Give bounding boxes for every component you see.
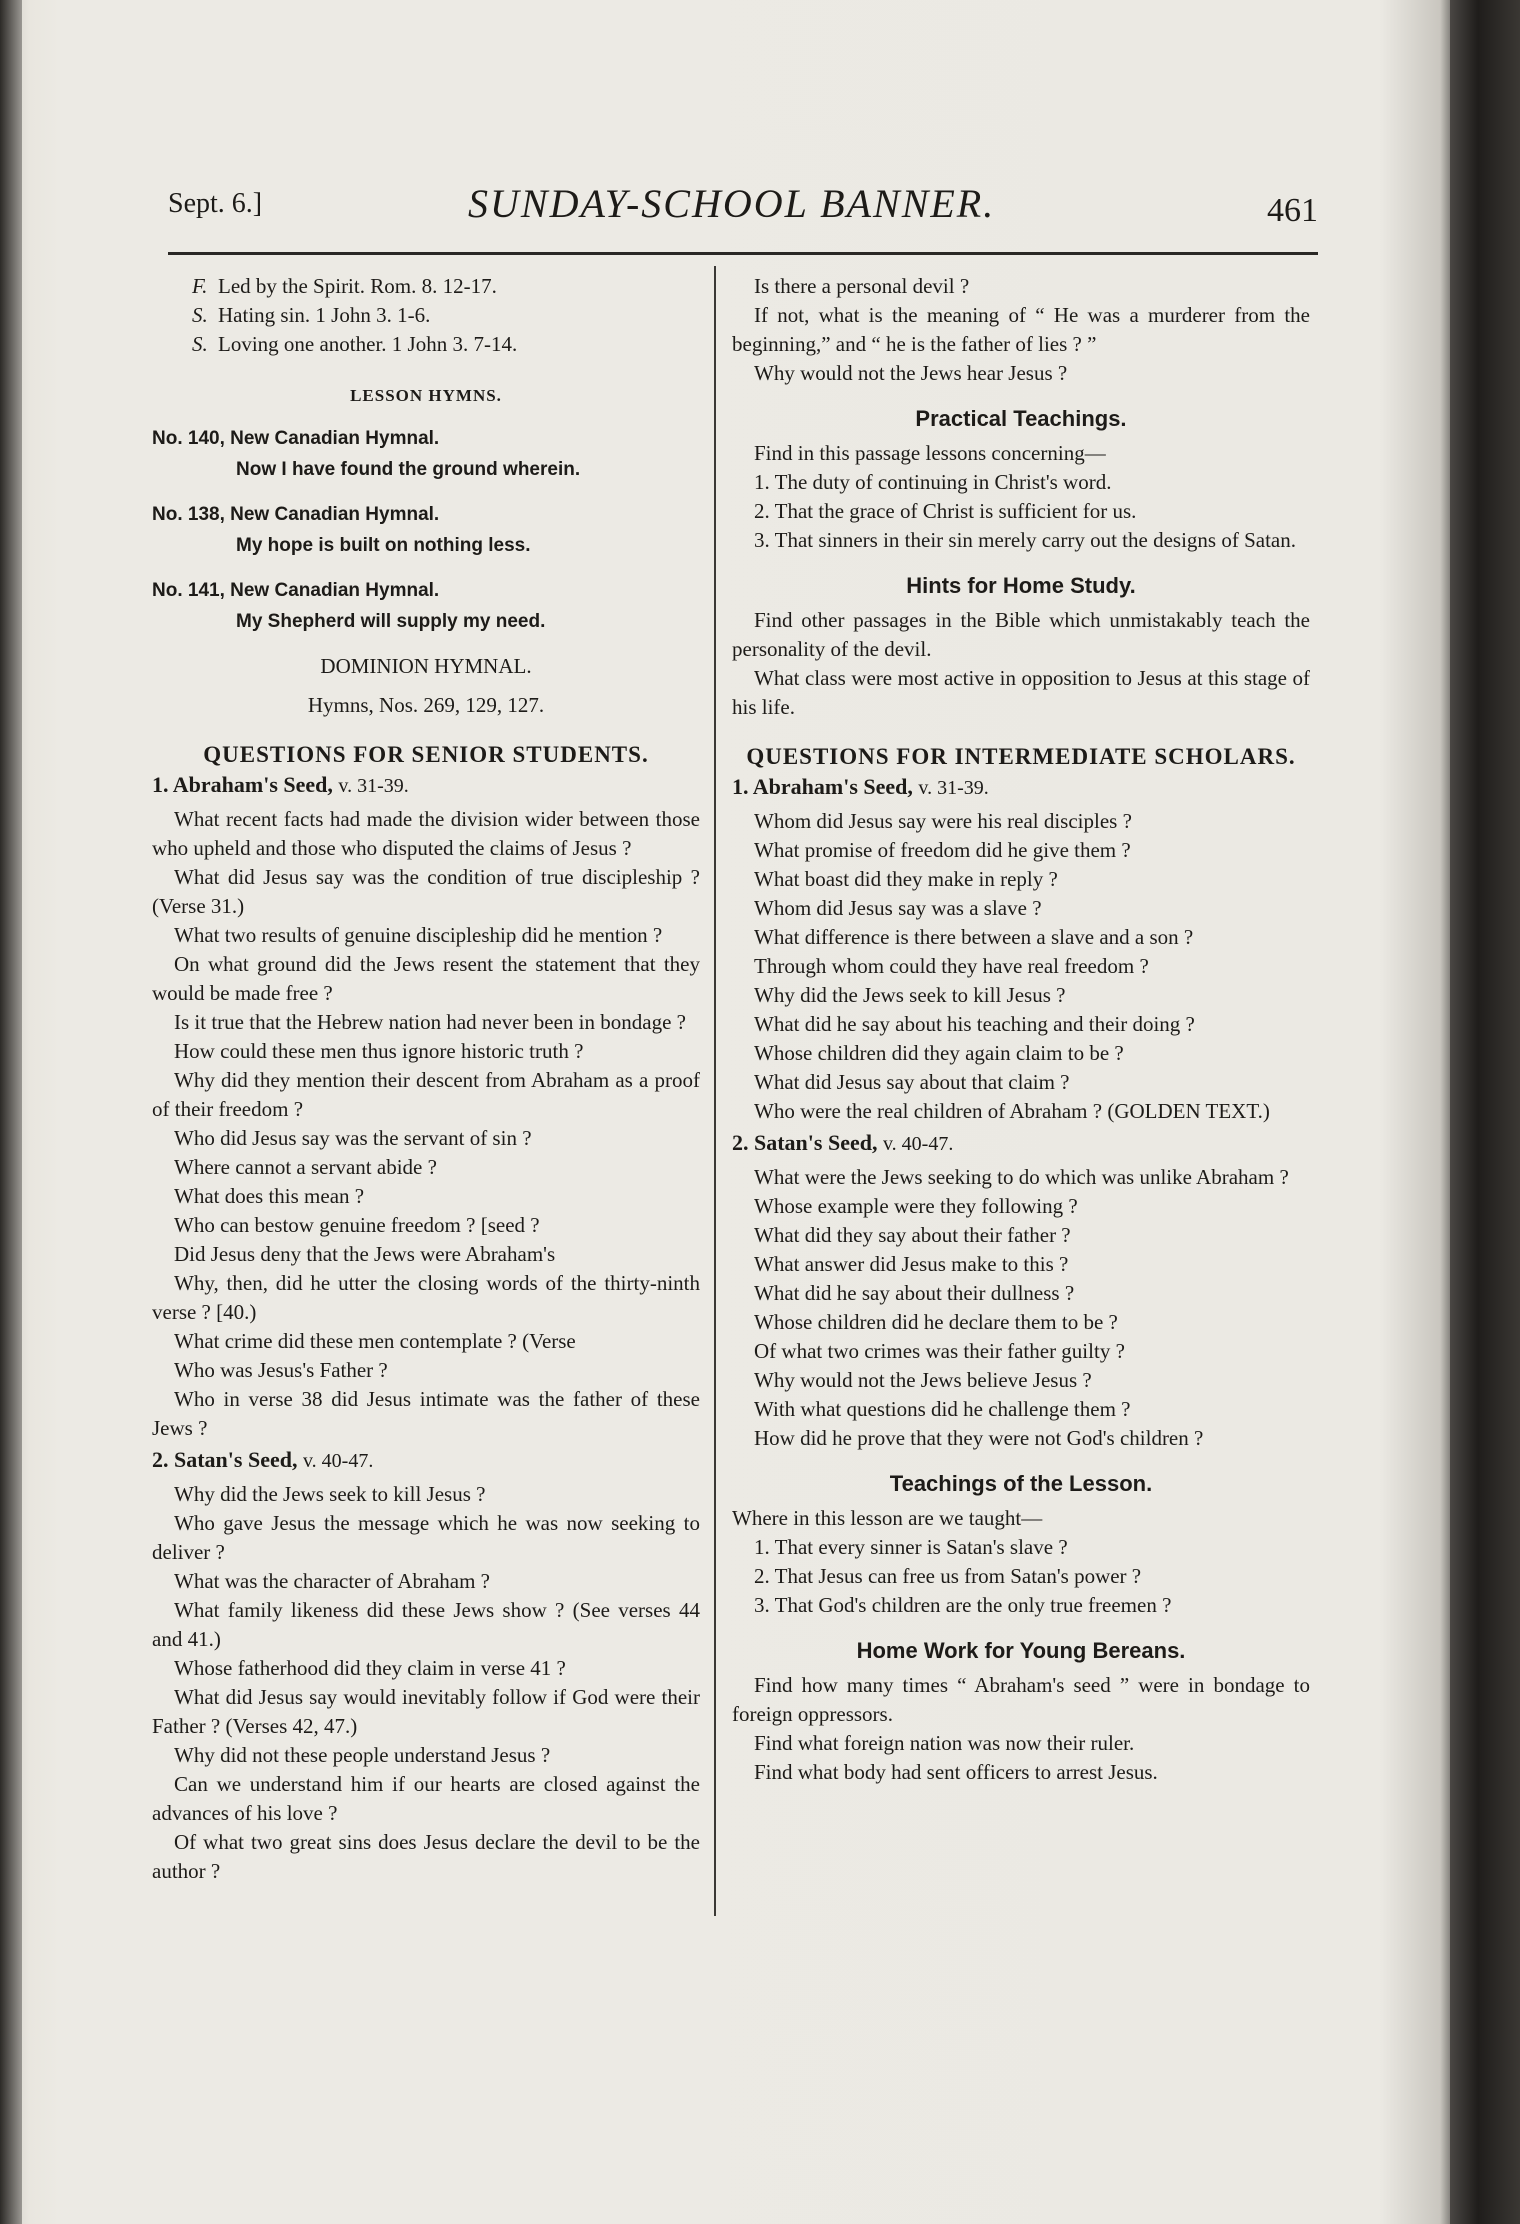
section-title: 2. Satan's Seed, v. 40-47. [732, 1130, 954, 1155]
list-item: Find what foreign nation was now their ruler. [754, 1731, 1135, 1755]
question: Why did not these people understand Jesus ? [174, 1743, 551, 1767]
homework-heading: Home Work for Young Bereans. [856, 1638, 1186, 1663]
question: Why would not the Jews believe Jesus ? [754, 1368, 1092, 1392]
question: Where cannot a servant abide ? [174, 1155, 437, 1179]
section-title: 1. Abraham's Seed, v. 31-39. [732, 774, 989, 799]
homework-list [732, 1671, 1310, 1787]
header-date: Sept. 6.] [168, 188, 263, 219]
question: Why did they mention their descent from Abraham as a proof of their freedom ? [152, 1068, 700, 1121]
question: Whom did Jesus say was a slave ? [754, 896, 1042, 920]
question: Who can bestow genuine freedom ? [seed ? [174, 1213, 540, 1237]
practical-list [732, 468, 1310, 555]
daily-reading: S. Hating sin. 1 John 3. 1-6. [192, 303, 431, 327]
question: Whom did Jesus say were his real disciples ? [754, 809, 1132, 833]
question: How could these men thus ignore historic truth ? [174, 1039, 584, 1063]
hymn-number: No. 138, New Canadian Hymnal. [152, 504, 440, 525]
list-item: 1. That every sinner is Satan's slave ? [754, 1535, 1068, 1559]
question: What did they say about their father ? [754, 1223, 1071, 1247]
question: Is there a personal devil ? [754, 274, 970, 298]
list-item: 2. That the grace of Christ is sufficient for us. [754, 499, 1137, 523]
question: What does this mean ? [174, 1184, 365, 1208]
question: Is it true that the Hebrew nation had never been in bondage ? [174, 1010, 686, 1034]
list-item: 2. That Jesus can free us from Satan's power ? [754, 1564, 1142, 1588]
question: Why did the Jews seek to kill Jesus ? [174, 1482, 486, 1506]
running-header [168, 176, 1318, 236]
question: Who was Jesus's Father ? [174, 1358, 388, 1382]
question: Who were the real children of Abraham ? (GOLDEN TEXT.) [754, 1099, 1270, 1123]
practical-intro: Find in this passage lessons concerning— [754, 441, 1106, 465]
question: What were the Jews seeking to do which was unlike Abraham ? [754, 1165, 1289, 1189]
question: What crime did these men contemplate ? (Verse [174, 1329, 576, 1353]
question: With what questions did he challenge them ? [754, 1397, 1131, 1421]
intermediate-questions-heading: QUESTIONS FOR INTERMEDIATE SCHOLARS. [746, 744, 1296, 769]
daily-reading: S. Loving one another. 1 John 3. 7-14. [192, 332, 518, 356]
list-item: Find how many times “ Abraham's seed ” were in bondage to foreign oppressors. [732, 1673, 1310, 1726]
question: Did Jesus deny that the Jews were Abraham's [174, 1242, 556, 1266]
list-item: What class were most active in opposition to Jesus at this stage of his life. [732, 666, 1310, 719]
column-divider [714, 266, 716, 1916]
dominion-hymns: Hymns, Nos. 269, 129, 127. [307, 693, 545, 717]
question: What did he say about their dullness ? [754, 1281, 1075, 1305]
question: What boast did they make in reply ? [754, 867, 1058, 891]
question: What answer did Jesus make to this ? [754, 1252, 1069, 1276]
question: Why would not the Jews hear Jesus ? [754, 361, 1068, 385]
question: Whose children did he declare them to be ? [754, 1310, 1118, 1334]
lesson-hymns-heading: LESSON HYMNS. [350, 386, 502, 405]
question-list [152, 1480, 700, 1886]
dominion-hymnal-heading: DOMINION HYMNAL. [320, 654, 532, 678]
left-column [152, 272, 700, 1886]
question: On what ground did the Jews resent the statement that they would be made free ? [152, 952, 700, 1005]
question: What promise of freedom did he give them ? [754, 838, 1131, 862]
list-item: Find what body had sent officers to arrest Jesus. [754, 1760, 1158, 1784]
question: Why did the Jews seek to kill Jesus ? [754, 983, 1066, 1007]
question: Whose fatherhood did they claim in verse 41 ? [174, 1656, 566, 1680]
question: Who gave Jesus the message which he was now seeking to deliver ? [152, 1511, 700, 1564]
teachings-heading: Teachings of the Lesson. [889, 1471, 1153, 1496]
question: What did he say about his teaching and their doing ? [754, 1012, 1195, 1036]
question: Why, then, did he utter the closing words of the thirty-ninth verse ? [40.) [152, 1271, 700, 1324]
daily-reading: F. Led by the Spirit. Rom. 8. 12-17. [192, 274, 497, 298]
hymn-title: My hope is built on nothing less. [236, 535, 531, 556]
question: Whose children did they again claim to be ? [754, 1041, 1124, 1065]
question: Through whom could they have real freedom ? [754, 954, 1149, 978]
question-list [732, 1163, 1310, 1453]
list-item: 3. That God's children are the only true freemen ? [754, 1593, 1172, 1617]
question: What recent facts had made the division wider between those who upheld and those who disputed the claims of Jesus ? [152, 807, 700, 860]
page-number: 461 [1267, 192, 1318, 229]
list-item: Find other passages in the Bible which unmistakably teach the personality of the devil. [732, 608, 1310, 661]
daily-readings [152, 272, 700, 359]
question: Of what two crimes was their father guilty ? [754, 1339, 1125, 1363]
question: What did Jesus say would inevitably follow if God were their Father ? (Verses 42, 47.) [152, 1685, 700, 1738]
hymn-title: Now I have found the ground wherein. [236, 459, 581, 480]
senior-questions-heading: QUESTIONS FOR SENIOR STUDENTS. [203, 742, 649, 767]
hymn-title: My Shepherd will supply my need. [236, 611, 546, 632]
practical-teachings-heading: Practical Teachings. [915, 406, 1127, 431]
question-list [152, 805, 700, 1443]
question-list [732, 272, 1310, 388]
hints-heading: Hints for Home Study. [906, 573, 1136, 598]
section-title: 1. Abraham's Seed, v. 31-39. [152, 772, 409, 797]
magazine-page [148, 160, 1320, 2110]
question-list [732, 807, 1310, 1126]
left-page-edge [0, 0, 22, 2224]
question: Of what two great sins does Jesus declare the devil to be the author ? [152, 1830, 700, 1883]
hymn-number: No. 141, New Canadian Hymnal. [152, 580, 440, 601]
header-title: SUNDAY-SCHOOL BANNER. [468, 181, 996, 226]
question: Who in verse 38 did Jesus intimate was the father of these Jews ? [152, 1387, 700, 1440]
section-title: 2. Satan's Seed, v. 40-47. [152, 1447, 374, 1472]
right-column [732, 272, 1310, 1787]
hymn-number: No. 140, New Canadian Hymnal. [152, 428, 440, 449]
hymn-list [152, 424, 700, 636]
question: What was the character of Abraham ? [174, 1569, 491, 1593]
question: What did Jesus say was the condition of true discipleship ? (Verse 31.) [152, 865, 700, 918]
teachings-intro: Where in this lesson are we taught— [732, 1506, 1043, 1530]
question: Can we understand him if our hearts are closed against the advances of his love ? [152, 1772, 700, 1825]
teachings-list [732, 1533, 1310, 1620]
list-item: 3. That sinners in their sin merely carry out the designs of Satan. [754, 528, 1296, 552]
question: How did he prove that they were not God's children ? [754, 1426, 1204, 1450]
header-rule [168, 252, 1318, 255]
list-item: 1. The duty of continuing in Christ's word. [754, 470, 1112, 494]
question: What difference is there between a slave and a son ? [754, 925, 1194, 949]
question: What two results of genuine discipleship did he mention ? [174, 923, 663, 947]
hints-list [732, 606, 1310, 722]
question: If not, what is the meaning of “ He was a murderer from the beginning,” and “ he is the father of lies ? ” [732, 303, 1310, 356]
question: Who did Jesus say was the servant of sin ? [174, 1126, 532, 1150]
question: Whose example were they following ? [754, 1194, 1078, 1218]
question: What family likeness did these Jews show ? (See verses 44 and 41.) [152, 1598, 700, 1651]
question: What did Jesus say about that claim ? [754, 1070, 1070, 1094]
book-binding [1450, 0, 1520, 2224]
